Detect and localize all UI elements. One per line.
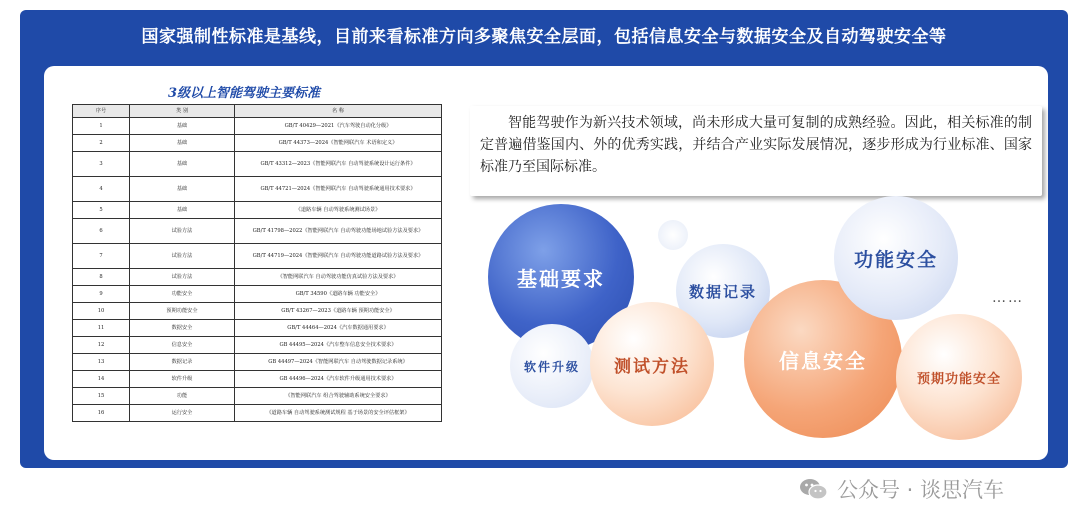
table-row — [73, 219, 442, 244]
row-category: 基础 — [130, 135, 235, 152]
row-standard-name: 《智能网联汽车 组合驾驶辅助系统安全要求》 — [235, 388, 442, 405]
row-category: 基础 — [130, 202, 235, 219]
row-standard-name: GB/T 41798—2022《智能网联汽车 自动驾驶功能场地试验方法及要求》 — [235, 219, 442, 244]
row-standard-name: GB 44496—2024《汽车软件升级通用技术要求》 — [235, 371, 442, 388]
row-standard-name: GB/T 44721—2024《智能网联汽车 自动驾驶系统通用技术要求》 — [235, 177, 442, 202]
table-row — [73, 202, 442, 219]
row-standard-name: GB/T 40429—2021《汽车驾驶自动化分级》 — [235, 118, 442, 135]
bubble-test-method — [590, 302, 714, 426]
bubble-software-upgrade-label: 软件升级 — [523, 359, 580, 374]
row-index: 13 — [73, 354, 130, 371]
bubble-functional-safety — [834, 196, 958, 320]
row-category: 基础 — [130, 177, 235, 202]
row-standard-name: GB/T 44373—2024《智能网联汽车 术语和定义》 — [235, 135, 442, 152]
row-standard-name: GB/T 44464—2024《汽车数据通用要求》 — [235, 320, 442, 337]
row-category: 试验方法 — [130, 269, 235, 286]
more-ellipsis: …… — [992, 290, 1024, 306]
bubble-data-record-label: 数据记录 — [688, 282, 757, 301]
row-index: 4 — [73, 177, 130, 202]
row-category: 数据记录 — [130, 354, 235, 371]
bubble-functional-safety-label: 功能安全 — [853, 248, 938, 271]
header-category: 类 别 — [130, 105, 235, 118]
row-category: 试验方法 — [130, 219, 235, 244]
row-index: 16 — [73, 405, 130, 422]
table-row — [73, 135, 442, 152]
bubble-software-upgrade — [510, 324, 594, 408]
row-standard-name: 《道路车辆 自动驾驶系统测试规程 基于场景的安全评估框架》 — [235, 405, 442, 422]
table-row — [73, 269, 442, 286]
row-index: 6 — [73, 219, 130, 244]
frame — [20, 10, 1068, 502]
row-standard-name: GB 44495—2024《汽车整车信息安全技术要求》 — [235, 337, 442, 354]
row-standard-name: GB/T 34590《道路车辆 功能安全》 — [235, 286, 442, 303]
row-category: 数据安全 — [130, 320, 235, 337]
row-index: 12 — [73, 337, 130, 354]
table-row — [73, 320, 442, 337]
bubble-decor-small — [658, 220, 688, 250]
header-name: 名 称 — [235, 105, 442, 118]
banner-title: 国家强制性标准是基线，目前来看标准方向多聚焦安全层面，包括信息安全与数据安全及自动驾驶安全等 — [141, 26, 947, 47]
row-category: 试验方法 — [130, 244, 235, 269]
row-category: 基础 — [130, 152, 235, 177]
row-category: 运行安全 — [130, 405, 235, 422]
row-index: 15 — [73, 388, 130, 405]
watermark — [799, 474, 1004, 504]
bubble-info-security-label: 信息安全 — [779, 348, 867, 373]
table-row — [73, 371, 442, 388]
table-title: 3级以上智能驾驶主要标准 — [167, 86, 321, 101]
row-category: 预期功能安全 — [130, 303, 235, 320]
table-row — [73, 177, 442, 202]
row-standard-name: GB/T 44719—2024《智能网联汽车 自动驾驶功能道路试验方法及要求》 — [235, 244, 442, 269]
bubble-test-method-label: 测试方法 — [614, 356, 690, 377]
row-standard-name: 《智能网联汽车 自动驾驶功能仿真试验方法及要求》 — [235, 269, 442, 286]
content-panel — [44, 66, 1048, 502]
row-index: 7 — [73, 244, 130, 269]
row-index: 14 — [73, 371, 130, 388]
table-row — [73, 354, 442, 371]
row-standard-name: GB 44497—2024《智能网联汽车 自动驾驶数据记录系统》 — [235, 354, 442, 371]
row-index: 3 — [73, 152, 130, 177]
table-row — [73, 405, 442, 422]
row-category: 信息安全 — [130, 337, 235, 354]
bubble-basic-label: 基础要求 — [517, 266, 605, 291]
row-category: 功能安全 — [130, 286, 235, 303]
row-index: 2 — [73, 135, 130, 152]
description-text: 智能驾驶作为新兴技术领域，尚未形成大量可复制的成熟经验。因此，相关标准的制定普遍借鉴国内、外的优秀实践，并结合产业实际发展情况，逐步形成为行业标准、国家标准乃至国际标准。 — [480, 115, 1032, 175]
bubble-sotif-label: 预期功能安全 — [916, 371, 1001, 387]
table-row — [73, 286, 442, 303]
row-index: 8 — [73, 269, 130, 286]
table-row — [73, 152, 442, 177]
row-index: 11 — [73, 320, 130, 337]
table-row — [73, 388, 442, 405]
header-index: 序号 — [73, 105, 130, 118]
table-row — [73, 244, 442, 269]
table-header-row — [73, 105, 442, 118]
row-standard-name: 《道路车辆 自动驾驶系统测试场景》 — [235, 202, 442, 219]
row-category: 基础 — [130, 118, 235, 135]
row-standard-name: GB/T 43267—2023《道路车辆 预期功能安全》 — [235, 303, 442, 320]
standards-table — [72, 104, 442, 422]
table-row — [73, 303, 442, 320]
row-category: 软件升级 — [130, 371, 235, 388]
row-standard-name: GB/T 43312—2023《智能网联汽车 自动驾驶系统设计运行条件》 — [235, 152, 442, 177]
watermark-text: 公众号 · 谈思汽车 — [837, 478, 1005, 502]
bubble-sotif — [896, 314, 1022, 440]
row-index: 5 — [73, 202, 130, 219]
table-row — [73, 118, 442, 135]
row-category: 功能 — [130, 388, 235, 405]
description-card — [470, 106, 1042, 196]
wechat-icon — [799, 477, 829, 501]
table-row — [73, 337, 442, 354]
row-index: 9 — [73, 286, 130, 303]
row-index: 10 — [73, 303, 130, 320]
row-index: 1 — [73, 118, 130, 135]
